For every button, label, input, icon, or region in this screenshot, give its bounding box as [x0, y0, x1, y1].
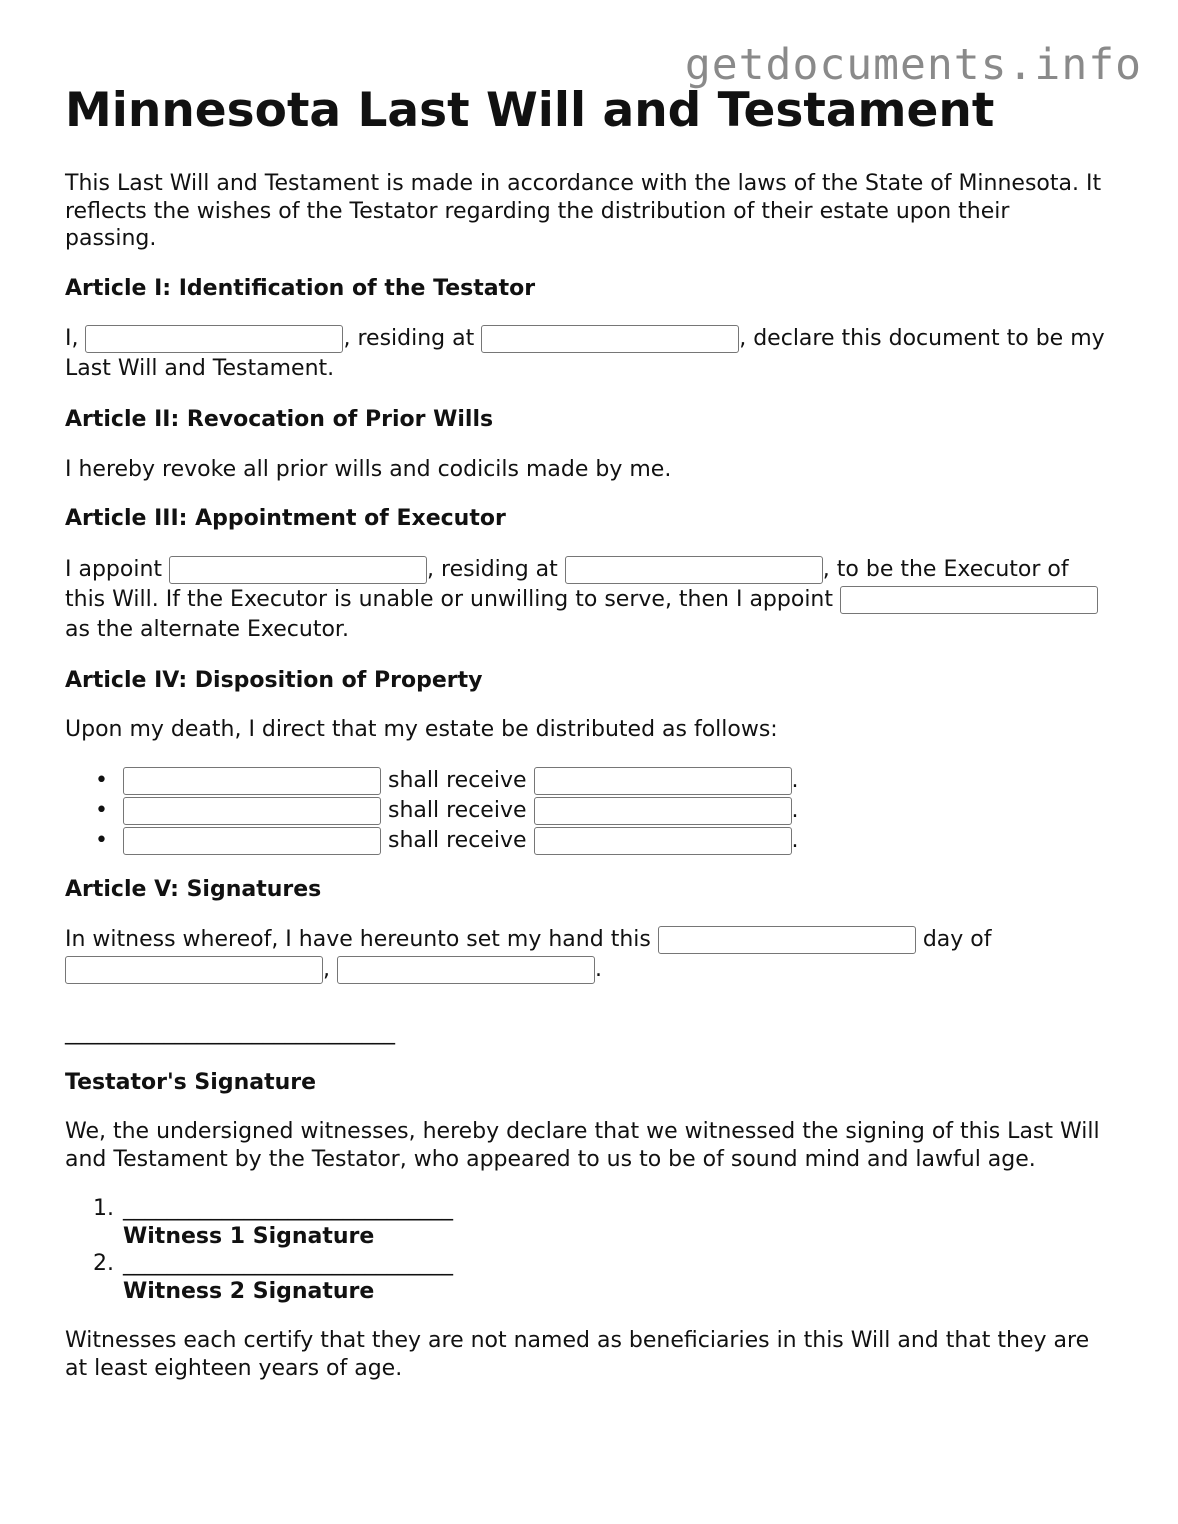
shall-receive-text: shall receive — [388, 827, 527, 853]
article-4-heading: Article IV: Disposition of Property — [65, 667, 483, 693]
month-input[interactable] — [65, 956, 323, 984]
witness-list — [65, 1195, 1105, 1305]
document-page — [65, 82, 1105, 1404]
beneficiary-input[interactable] — [123, 797, 381, 825]
bequest-item — [65, 796, 1105, 826]
article-2-heading: Article II: Revocation of Prior Wills — [65, 407, 494, 432]
shall-receive-text: shall receive — [388, 767, 527, 793]
beneficiary-input[interactable] — [123, 827, 381, 855]
witness-item — [65, 1195, 1105, 1250]
article-5-text — [65, 925, 1105, 985]
day-input[interactable] — [658, 926, 916, 954]
bequest-input[interactable] — [534, 767, 792, 795]
article-5-text-part: day of — [922, 927, 992, 952]
article-3-text-part: as the alternate Executor. — [65, 616, 349, 642]
article-3-text-part: , to be the Executor of this Will. If the Executor is unable or unwilling to serve, then I appoint — [65, 556, 1069, 612]
article-1-text-part: , declare this document to be my Last Will and Testament. — [65, 326, 1105, 381]
witness-signature-line[interactable]: ______________________________ — [123, 1251, 453, 1276]
bequest-item — [65, 826, 1105, 856]
bequest-input[interactable] — [534, 827, 792, 855]
period: . — [791, 797, 799, 823]
bullet: • — [95, 767, 108, 793]
article-2-text: I hereby revoke all prior wills and codicils made by me. — [65, 456, 672, 482]
article-1-text-part: I, — [65, 326, 79, 351]
article-5-text-part: In witness whereof, I have hereunto set my hand this — [65, 927, 651, 952]
document-title: Minnesota Last Will and Testament — [65, 83, 995, 138]
article-5-heading: Article V: Signatures — [65, 876, 322, 902]
testator-name-input[interactable] — [85, 325, 343, 353]
witness-item — [65, 1250, 1105, 1305]
bequest-input[interactable] — [534, 797, 792, 825]
witness-signature-line[interactable]: ______________________________ — [123, 1196, 453, 1221]
article-4-text: Upon my death, I direct that my estate be distributed as follows: — [65, 717, 778, 742]
witness-signature-label: Witness 1 Signature — [123, 1223, 375, 1249]
period: . — [791, 767, 799, 793]
period: . — [791, 827, 799, 853]
year-input[interactable] — [337, 956, 595, 984]
executor-name-input[interactable] — [169, 556, 427, 584]
bullet: • — [95, 827, 108, 853]
beneficiary-input[interactable] — [123, 767, 381, 795]
testator-address-input[interactable] — [481, 325, 739, 353]
period: . — [595, 957, 602, 982]
testator-signature-line[interactable]: ______________________________ — [65, 1020, 395, 1045]
intro-paragraph: This Last Will and Testament is made in accordance with the laws of the State of Minnesota. It reflects the wishes of the Testator regarding the distribution of their estate upon their passing. — [65, 171, 1102, 251]
comma: , — [323, 957, 330, 982]
shall-receive-text: shall receive — [388, 797, 527, 823]
article-1-text-part: , residing at — [343, 326, 475, 351]
bullet: • — [95, 797, 108, 823]
testator-signature-label: Testator's Signature — [65, 1069, 317, 1095]
bequest-list — [65, 766, 1105, 856]
article-1-heading: Article I: Identification of the Testator — [65, 275, 536, 301]
watermark: getdocuments.info — [684, 40, 1142, 90]
witness-signature-label: Witness 2 Signature — [123, 1278, 375, 1304]
witness-number: 1. — [93, 1196, 114, 1221]
witness-certification: Witnesses each certify that they are not named as beneficiaries in this Will and that they are at least eighteen years of age. — [65, 1328, 1090, 1381]
alternate-executor-input[interactable] — [840, 586, 1098, 614]
witness-number: 2. — [93, 1251, 114, 1276]
article-3-text-part: , residing at — [427, 556, 558, 582]
article-1-text — [65, 324, 1105, 384]
witness-declaration: We, the undersigned witnesses, hereby declare that we witnessed the signing of this Last Will and Testament by the Testator, who appeared to us to be of sound mind and lawful age. — [65, 1119, 1100, 1172]
executor-address-input[interactable] — [565, 556, 823, 584]
article-3-text — [65, 555, 1105, 645]
article-3-heading: Article III: Appointment of Executor — [65, 506, 506, 531]
article-3-text-part: I appoint — [65, 556, 163, 582]
bequest-item — [65, 766, 1105, 796]
